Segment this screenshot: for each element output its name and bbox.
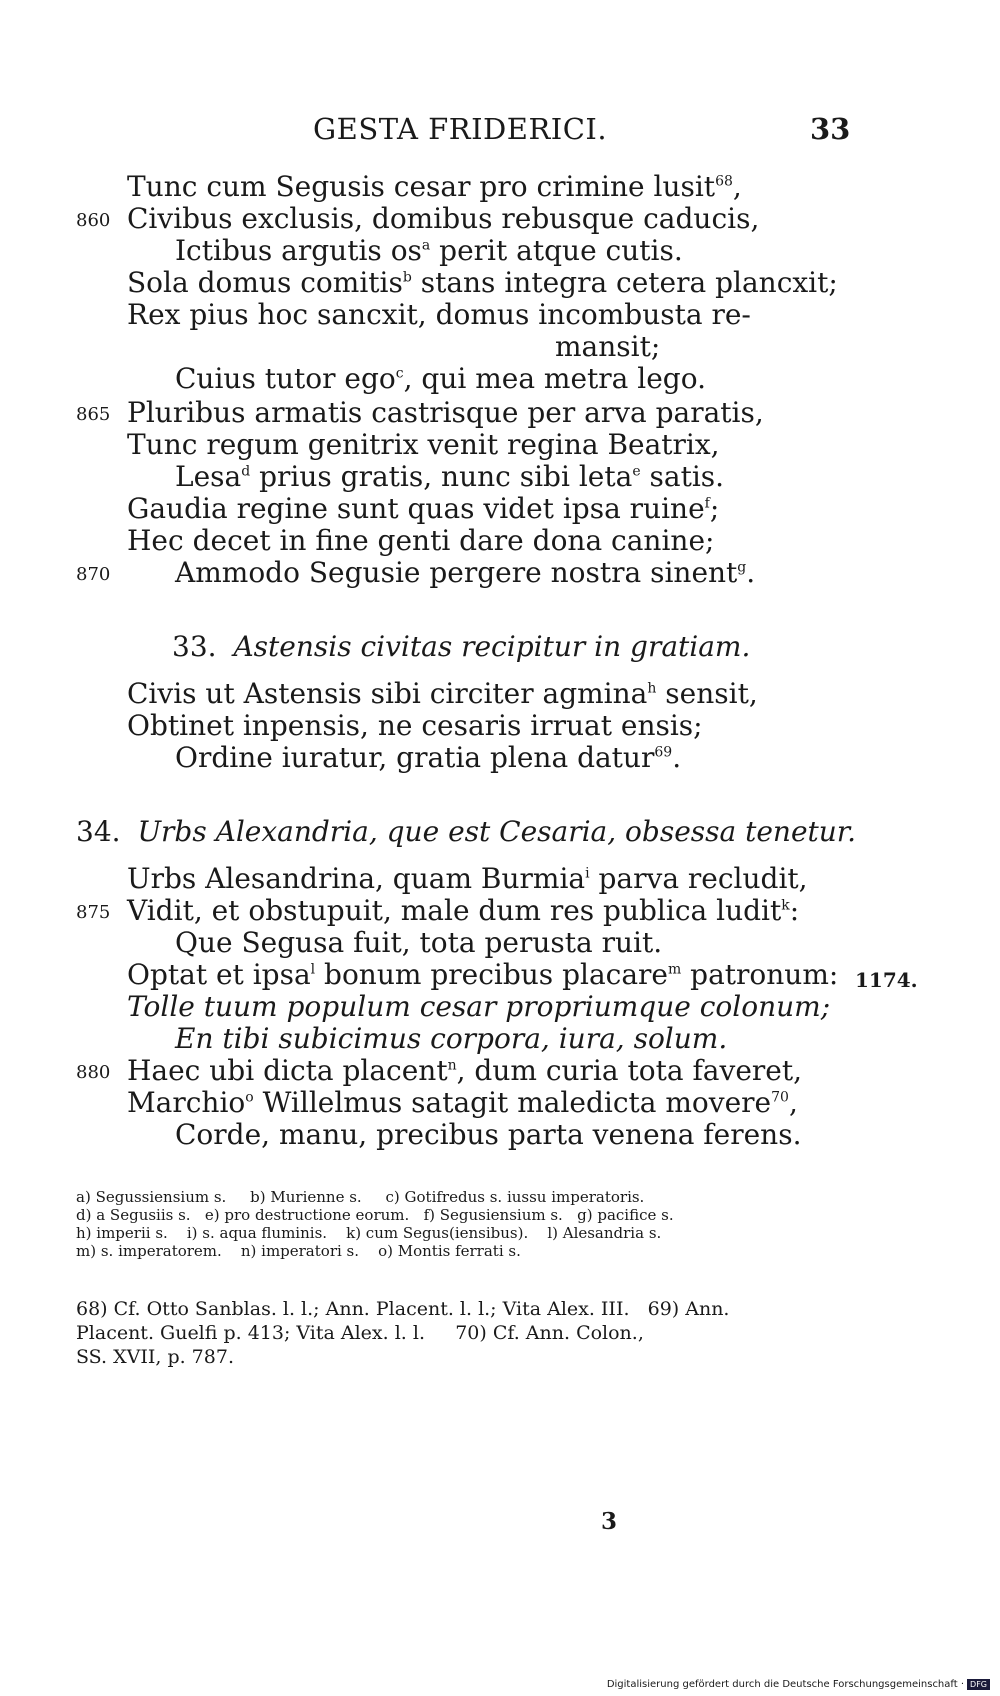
verse-text: bonum precibus placare: [315, 958, 668, 991]
verse-line: [127, 709, 703, 743]
apparatus-line: m) s. imperatorem. n) imperatori s. o) Montis ferrati s.: [76, 1242, 521, 1260]
page-number: 33: [810, 112, 851, 146]
line-number: 875: [76, 902, 111, 923]
section-number: 34.: [76, 815, 121, 848]
verse-line: [127, 170, 742, 204]
verse-line: [127, 492, 719, 526]
footnote-marker: 70: [771, 1089, 789, 1106]
verse-line: [127, 396, 764, 430]
running-title: GESTA FRIDERICI.: [313, 112, 608, 146]
verse-text: ;: [709, 492, 720, 525]
verse-line: [175, 926, 662, 960]
note-line: Placent. Guelfi p. 413; Vita Alex. l. l. 70) Cf. Ann. Colon.,: [76, 1322, 644, 1344]
verse-text: Optat et ipsa: [127, 958, 311, 991]
verse-text: Tunc regum genitrix venit regina Beatrix,: [127, 428, 720, 461]
verse-text: Obtinet inpensis, ne cesaris irruat ensis;: [127, 709, 703, 742]
signature-mark: 3: [601, 1508, 618, 1535]
verse-text: Civibus exclusis, domibus rebusque caducis,: [127, 202, 760, 235]
credit-text: Digitalisierung gefördert durch die Deutsche Forschungsgemeinschaft ·: [606, 1679, 965, 1690]
verse-text: ,: [732, 170, 742, 203]
verse-line: [175, 1022, 727, 1056]
footnote-marker: 69: [654, 744, 673, 761]
dfg-logo: DFG: [967, 1679, 990, 1690]
section-title: Astensis civitas recipitur in gratiam.: [233, 630, 751, 663]
footnote-marker: m: [667, 961, 682, 978]
verse-line: [127, 862, 808, 896]
line-number: 860: [76, 210, 111, 231]
verse-text: stans integra cetera plancxit;: [411, 266, 838, 299]
verse-line: [127, 202, 759, 236]
verse-text: Ammodo Segusie pergere nostra sinent: [175, 556, 738, 589]
verse-text: Ordine iuratur, gratia plena datur: [175, 741, 655, 774]
verse-line: [175, 741, 681, 775]
verse-text: Haec ubi dicta placent: [127, 1054, 448, 1087]
verse-text: Cuius tutor ego: [175, 362, 396, 395]
verse-line: [127, 894, 799, 928]
verse-line: [127, 677, 758, 711]
verse-line: [127, 1086, 798, 1120]
verse-line: [127, 1054, 802, 1088]
verse-line: [175, 460, 724, 494]
footnote-marker: d: [241, 463, 251, 480]
section-title: Urbs Alexandria, que est Cesaria, obsessa tenetur.: [137, 815, 857, 848]
verse-text: satis.: [640, 460, 725, 493]
verse-text: patronum:: [681, 958, 839, 991]
footnote-marker: f: [704, 495, 710, 512]
verse-text: , dum curia tota faveret,: [456, 1054, 802, 1087]
footnote-marker: h: [647, 680, 657, 697]
verse-text: Urbs Alesandrina, quam Burmia: [127, 862, 586, 895]
verse-text: ,: [788, 1086, 798, 1119]
line-number: 865: [76, 404, 111, 425]
verse-text: Tunc cum Segusis cesar pro crimine lusit: [127, 170, 716, 203]
verse-line: [555, 330, 660, 364]
verse-text: sensit,: [656, 677, 758, 710]
apparatus-line: h) imperii s. i) s. aqua fluminis. k) cum Segus(iensibus). l) Alesandria s.: [76, 1224, 662, 1242]
verse-text: , qui mea metra lego.: [403, 362, 706, 395]
line-number: 870: [76, 564, 111, 585]
verse-line: [175, 556, 755, 590]
verse-line: [175, 362, 706, 396]
verse-text: Civis ut Astensis sibi circiter agmina: [127, 677, 648, 710]
note-line: SS. XVII, p. 787.: [76, 1346, 234, 1368]
footnote-marker: b: [402, 269, 412, 286]
verse-text: .: [746, 556, 756, 589]
footnote-marker: g: [737, 559, 747, 576]
verse-text: Pluribus armatis castrisque per arva paratis,: [127, 396, 764, 429]
footnote-marker: i: [585, 865, 590, 882]
section-number: 33.: [172, 630, 217, 663]
footnote-marker: e: [632, 463, 641, 480]
footnote-marker: c: [395, 365, 404, 382]
verse-line: [175, 1118, 801, 1152]
apparatus-line: d) a Segusiis s. e) pro destructione eorum. f) Segusiensium s. g) pacifice s.: [76, 1206, 674, 1224]
verse-text: Marchio: [127, 1086, 246, 1119]
verse-text: mansit;: [555, 330, 661, 363]
footnote-marker: o: [245, 1089, 254, 1106]
footnote-marker: l: [310, 961, 316, 978]
verse-line: [127, 428, 720, 462]
footnote-marker: k: [781, 897, 790, 914]
verse-text: Corde, manu, precibus parta venena ferens.: [175, 1118, 802, 1151]
apparatus-line: a) Segussiensium s. b) Murienne s. c) Gotifredus s. iussu imperatoris.: [76, 1188, 645, 1206]
footnote-marker: a: [421, 237, 431, 254]
footnote-marker: n: [447, 1057, 457, 1074]
verse-text: Sola domus comitis: [127, 266, 403, 299]
verse-line: [127, 524, 714, 558]
verse-line: [175, 234, 683, 268]
verse-text: Vidit, et obstupuit, male dum res publica ludit: [127, 894, 782, 927]
verse-text: prius gratis, nunc sibi leta: [250, 460, 633, 493]
verse-text: Tolle tuum populum cesar propriumque colonum;: [127, 990, 831, 1023]
digitization-credit: [607, 1679, 990, 1690]
verse-text: Willelmus satagit maledicta movere: [253, 1086, 772, 1119]
section-34-heading: [76, 815, 856, 848]
verse-text: perit atque cutis.: [430, 234, 683, 267]
verse-text: .: [672, 741, 682, 774]
verse-text: Lesa: [175, 460, 242, 493]
verse-text: Hec decet in fine genti dare dona canine;: [127, 524, 715, 557]
verse-text: Rex pius hoc sancxit, domus incombusta re-: [127, 298, 751, 331]
verse-line: [127, 958, 838, 992]
verse-text: :: [789, 894, 800, 927]
verse-text: parva recludit,: [589, 862, 808, 895]
verse-line: [127, 990, 830, 1024]
verse-line: [127, 266, 838, 300]
verse-text: Ictibus argutis os: [175, 234, 422, 267]
line-number: 880: [76, 1062, 111, 1083]
margin-year: 1174.: [855, 968, 918, 992]
note-line: 68) Cf. Otto Sanblas. l. l.; Ann. Placent. l. l.; Vita Alex. III. 69) Ann.: [76, 1298, 730, 1320]
section-33-heading: [172, 630, 750, 663]
footnote-marker: 68: [715, 173, 733, 190]
verse-text: Gaudia regine sunt quas videt ipsa ruine: [127, 492, 705, 525]
verse-text: Que Segusa fuit, tota perusta ruit.: [175, 926, 663, 959]
verse-line: [127, 298, 751, 332]
verse-text: En tibi subicimus corpora, iura, solum.: [175, 1022, 728, 1055]
